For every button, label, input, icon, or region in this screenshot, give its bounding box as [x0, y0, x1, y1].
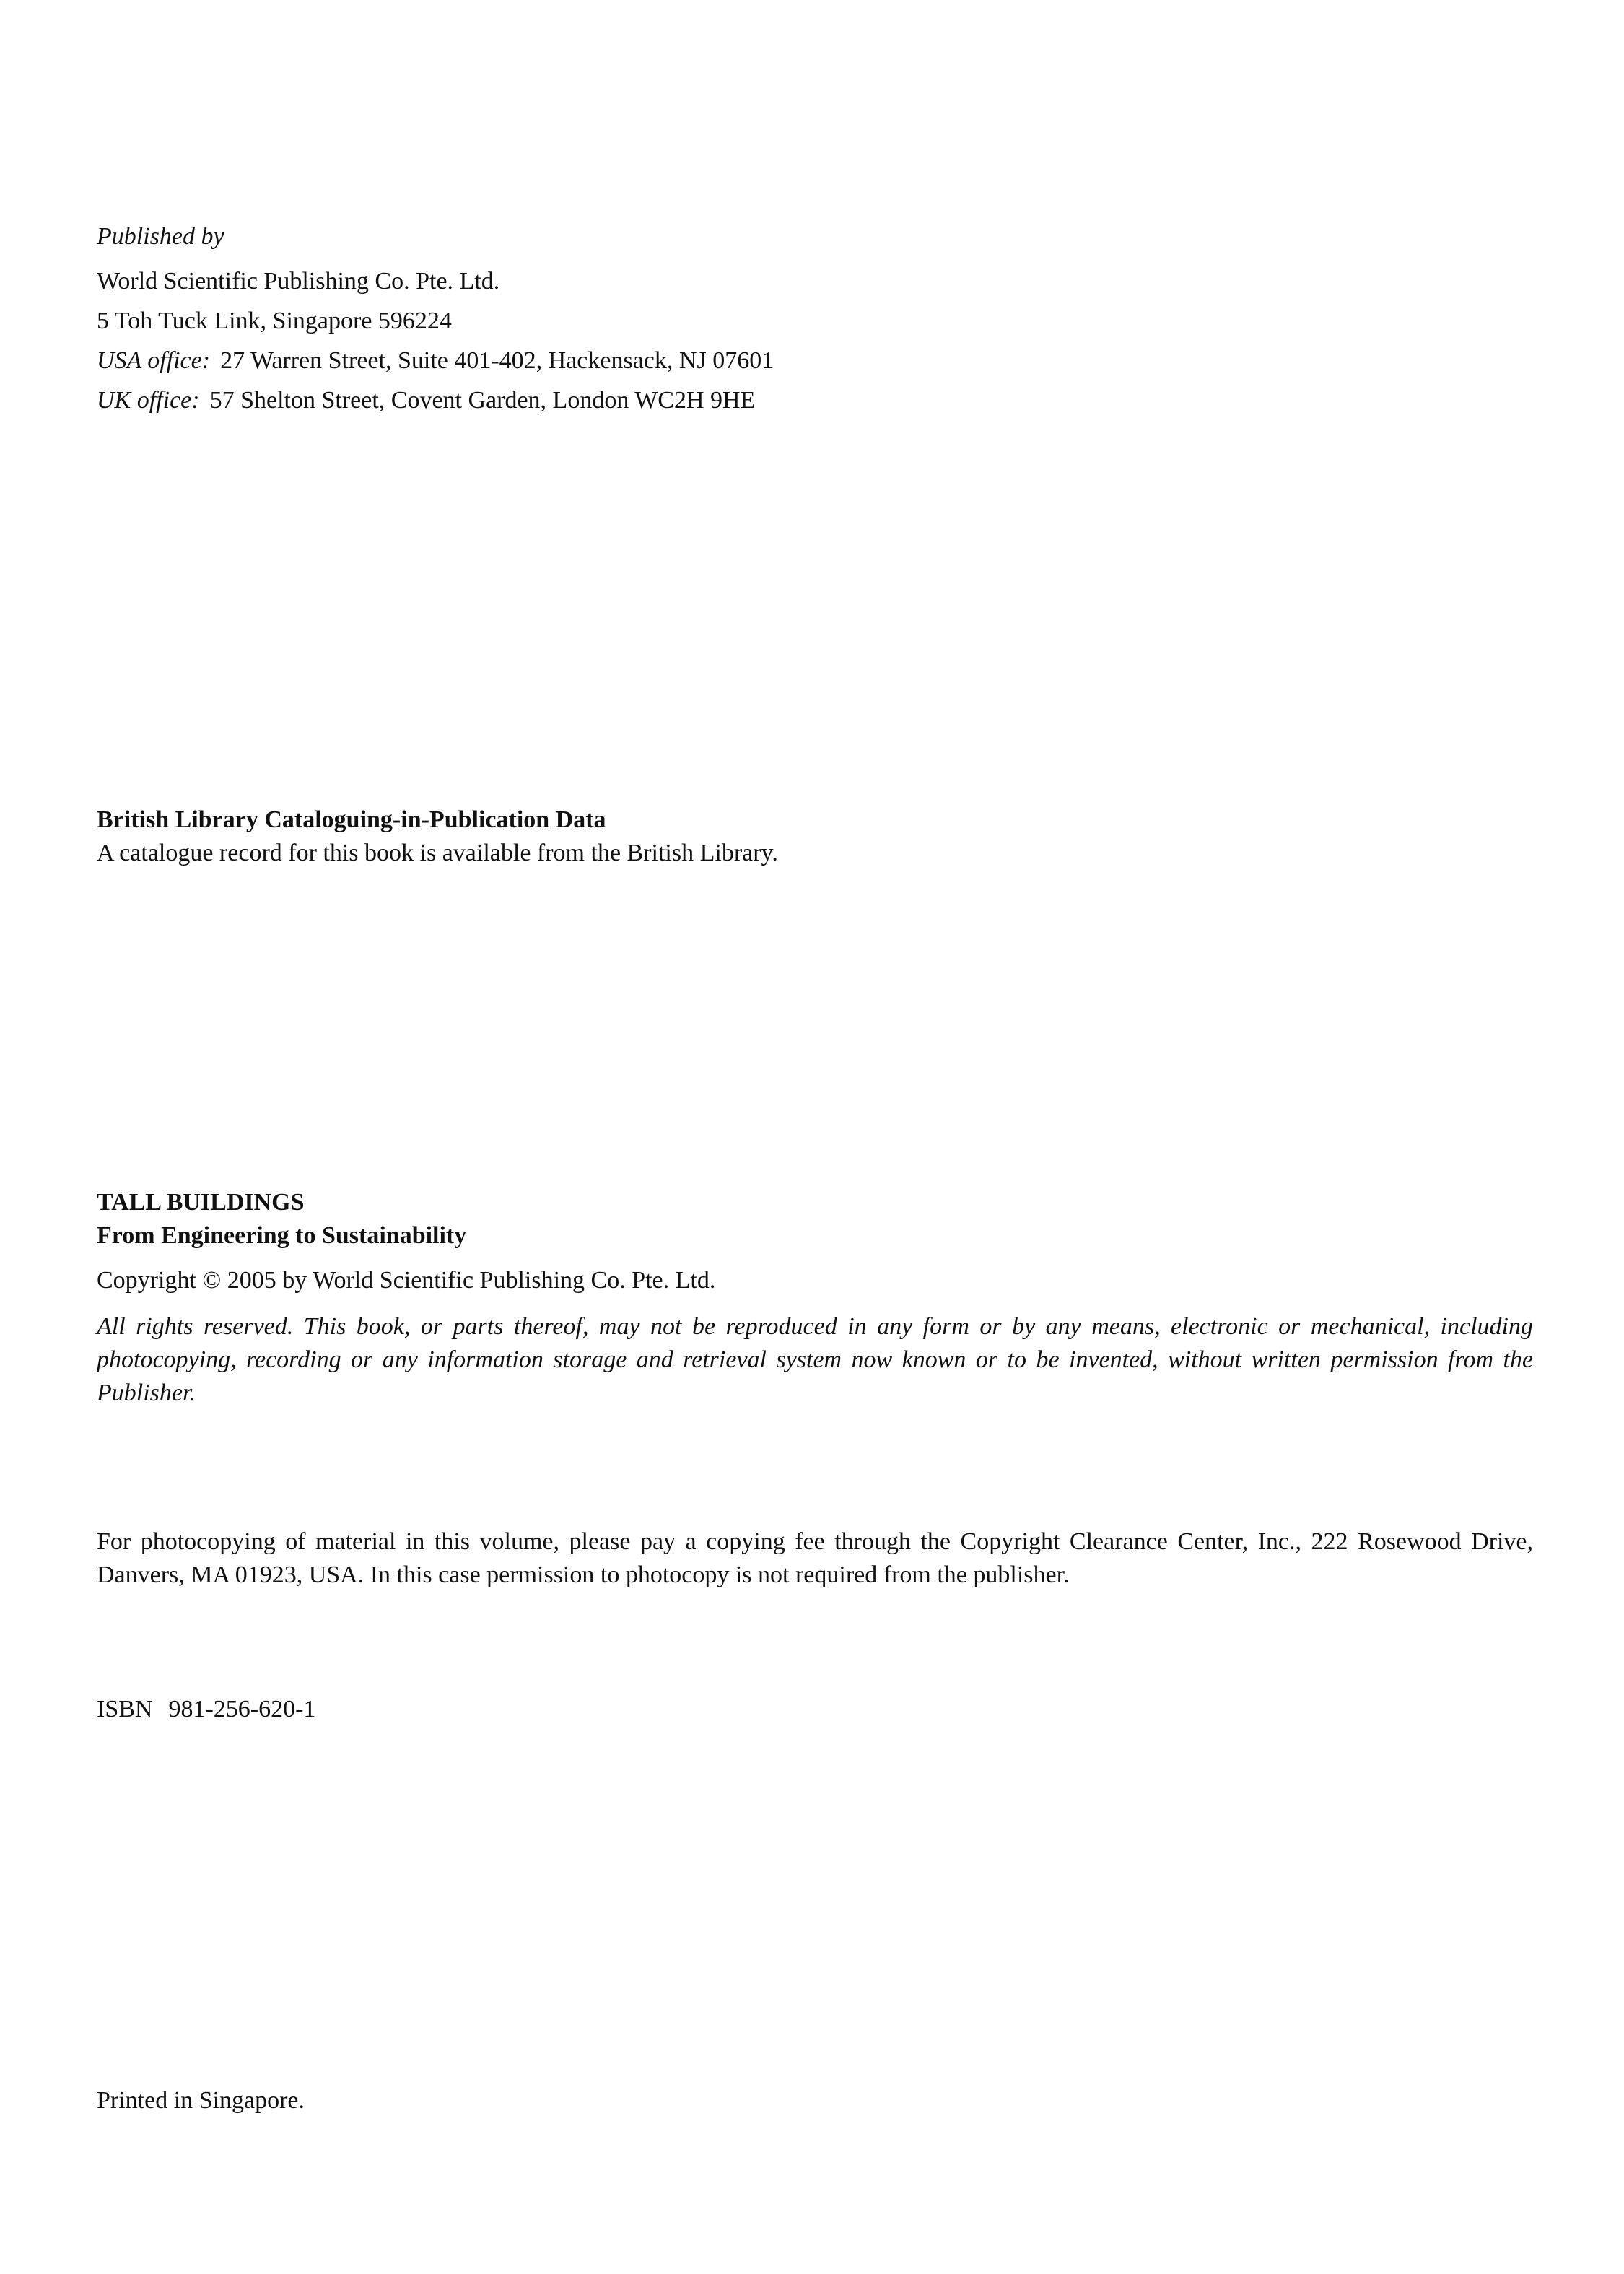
isbn-block [97, 1693, 1533, 1726]
usa-office-line [97, 344, 1533, 378]
book-title-block [97, 1186, 1533, 1410]
cip-text: A catalogue record for this book is available from the British Library. [97, 840, 778, 866]
book-subtitle: From Engineering to Sustainability [97, 1222, 467, 1249]
publisher-name: World Scientific Publishing Co. Pte. Ltd. [97, 268, 500, 295]
uk-office-line [97, 384, 1533, 417]
copyright-notice: Copyright © 2005 by World Scientific Publishing Co. Pte. Ltd. [97, 1267, 716, 1294]
published-by-label: Published by [97, 223, 224, 250]
isbn-line [97, 1693, 1533, 1726]
publisher-address: 5 Toh Tuck Link, Singapore 596224 [97, 308, 452, 334]
cip-heading: British Library Cataloguing-in-Publication Data [97, 806, 606, 833]
isbn-value: 981-256-620-1 [168, 1696, 316, 1722]
usa-office-address: 27 Warren Street, Suite 401-402, Hackensack, NJ 07601 [220, 347, 774, 374]
rights-reserved-text: All rights reserved. This book, or parts thereof, may not be reproduced in any form or by any means, electronic or mechanical, including photocopying, recording or any information storage and retrieval system now known or to be invented, without written permission from the Publisher. [97, 1313, 1533, 1406]
printed-in-text: Printed in Singapore. [97, 2087, 305, 2114]
uk-office-label: UK office: [97, 387, 200, 414]
usa-office-label: USA office: [97, 347, 211, 374]
photocopy-text: For photocopying of material in this volume, please pay a copying fee through the Copyright Clearance Center, Inc., 222 Rosewood Drive, Danvers, MA 01923, USA. In this case permission to photocopy is not required from the publisher. [97, 1528, 1533, 1588]
cip-block [97, 803, 1533, 870]
book-title: TALL BUILDINGS [97, 1189, 305, 1216]
isbn-label: ISBN [97, 1696, 153, 1722]
printed-block [97, 2084, 1533, 2117]
uk-office-address: 57 Shelton Street, Covent Garden, London WC2H 9HE [209, 387, 756, 414]
photocopy-block [97, 1525, 1533, 1592]
publisher-block [97, 220, 1533, 424]
